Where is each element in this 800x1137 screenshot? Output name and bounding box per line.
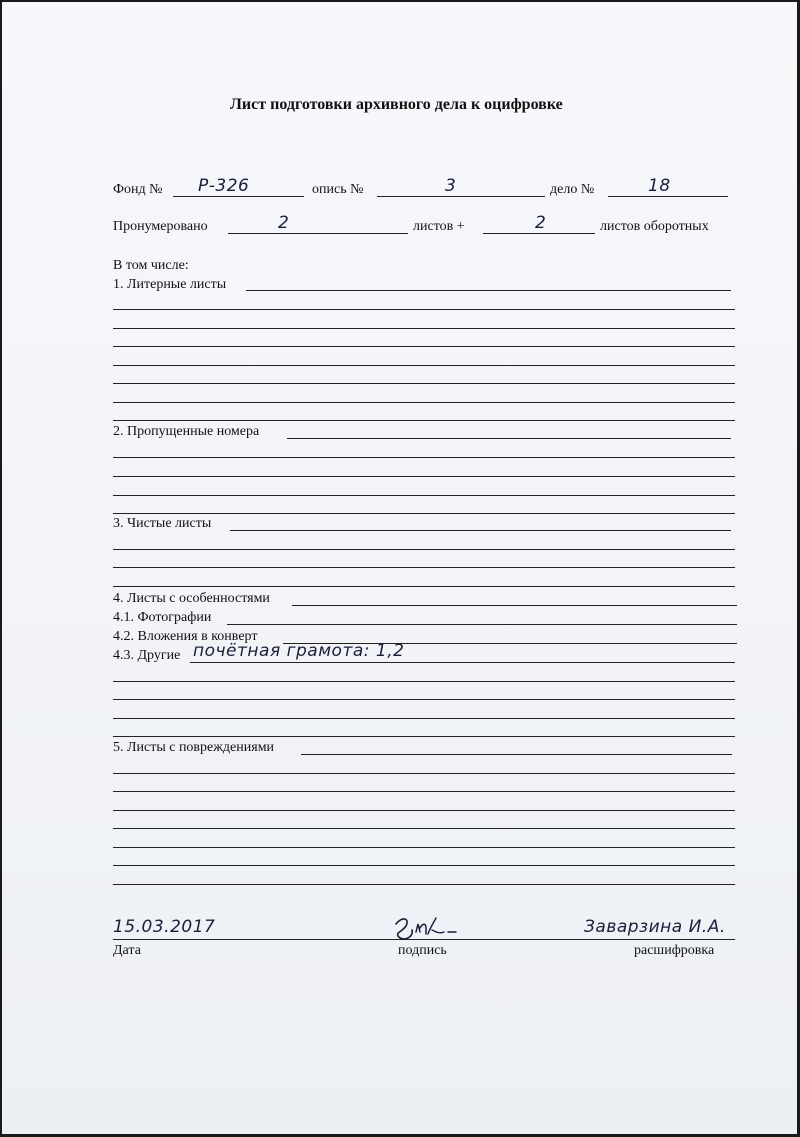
section-other-label: 4.3. Другие: [113, 648, 181, 663]
sheets-label: листов +: [413, 219, 465, 234]
special-line-0: [292, 605, 737, 606]
missing-line-4: [113, 513, 735, 514]
section-missing-label: 2. Пропущенные номера: [113, 424, 260, 439]
damaged-line-2: [113, 791, 735, 792]
missing-line-0: [287, 438, 731, 439]
liter-line-3: [113, 346, 735, 347]
opis-label: опись №: [312, 182, 364, 197]
section-special-label: 4. Листы с особенностями: [113, 591, 270, 606]
liter-line-7: [113, 420, 735, 421]
delo-value: 18: [648, 176, 671, 196]
other-line-1: [113, 681, 735, 682]
missing-line-3: [113, 495, 735, 496]
damaged-line-3: [113, 810, 735, 811]
opis-value: 3: [445, 176, 457, 196]
delo-line: [608, 196, 728, 197]
damaged-line-7: [113, 884, 735, 885]
reverse-sheets-label: листов оборотных: [600, 219, 709, 234]
damaged-line-0: [301, 754, 732, 755]
liter-line-0: [246, 290, 731, 291]
section-envelope-label: 4.2. Вложения в конверт: [113, 629, 258, 644]
liter-line-4: [113, 365, 735, 366]
liter-line-1: [113, 309, 735, 310]
blank-line-3: [113, 586, 735, 587]
liter-line-5: [113, 383, 735, 384]
damaged-line-5: [113, 847, 735, 848]
scan-edge-left: [0, 0, 2, 1137]
liter-line-6: [113, 402, 735, 403]
blank-line-2: [113, 567, 735, 568]
date-value: 15.03.2017: [113, 917, 216, 937]
missing-line-2: [113, 476, 735, 477]
fond-label: Фонд №: [113, 182, 163, 197]
page-title: Лист подготовки архивного дела к оцифровке: [230, 96, 563, 113]
numbered-label: Пронумеровано: [113, 219, 208, 234]
blank-line-0: [230, 530, 731, 531]
damaged-line-4: [113, 828, 735, 829]
damaged-line-6: [113, 865, 735, 866]
decode-value: Заварзина И.А.: [584, 917, 726, 937]
numbered-sheets-line: [228, 233, 408, 234]
fond-line: [173, 196, 304, 197]
signature-label: подпись: [398, 943, 447, 958]
date-label: Дата: [113, 943, 141, 958]
section-photos-label: 4.1. Фотографии: [113, 610, 212, 625]
other-line-0: [190, 662, 735, 663]
decode-label: расшифровка: [634, 943, 715, 958]
numbered-reverse-line: [483, 233, 595, 234]
blank-line-1: [113, 549, 735, 550]
scan-edge-top: [0, 0, 800, 2]
delo-label: дело №: [550, 182, 595, 197]
other-line-3: [113, 718, 735, 719]
opis-line: [377, 196, 545, 197]
missing-line-1: [113, 457, 735, 458]
numbered-sheets-value: 2: [278, 213, 290, 233]
other-value: почётная грамота: 1,2: [193, 641, 405, 661]
fond-value: Р-326: [198, 176, 250, 196]
numbered-reverse-value: 2: [535, 213, 547, 233]
section-damaged-label: 5. Листы с повреждениями: [113, 740, 275, 755]
photos-line: [227, 624, 737, 625]
other-line-4: [113, 736, 735, 737]
section-liter-label: 1. Литерные листы: [113, 277, 227, 292]
section-blank-label: 3. Чистые листы: [113, 516, 212, 531]
including-label: В том числе:: [113, 258, 189, 273]
liter-line-2: [113, 328, 735, 329]
other-line-2: [113, 699, 735, 700]
damaged-line-1: [113, 773, 735, 774]
